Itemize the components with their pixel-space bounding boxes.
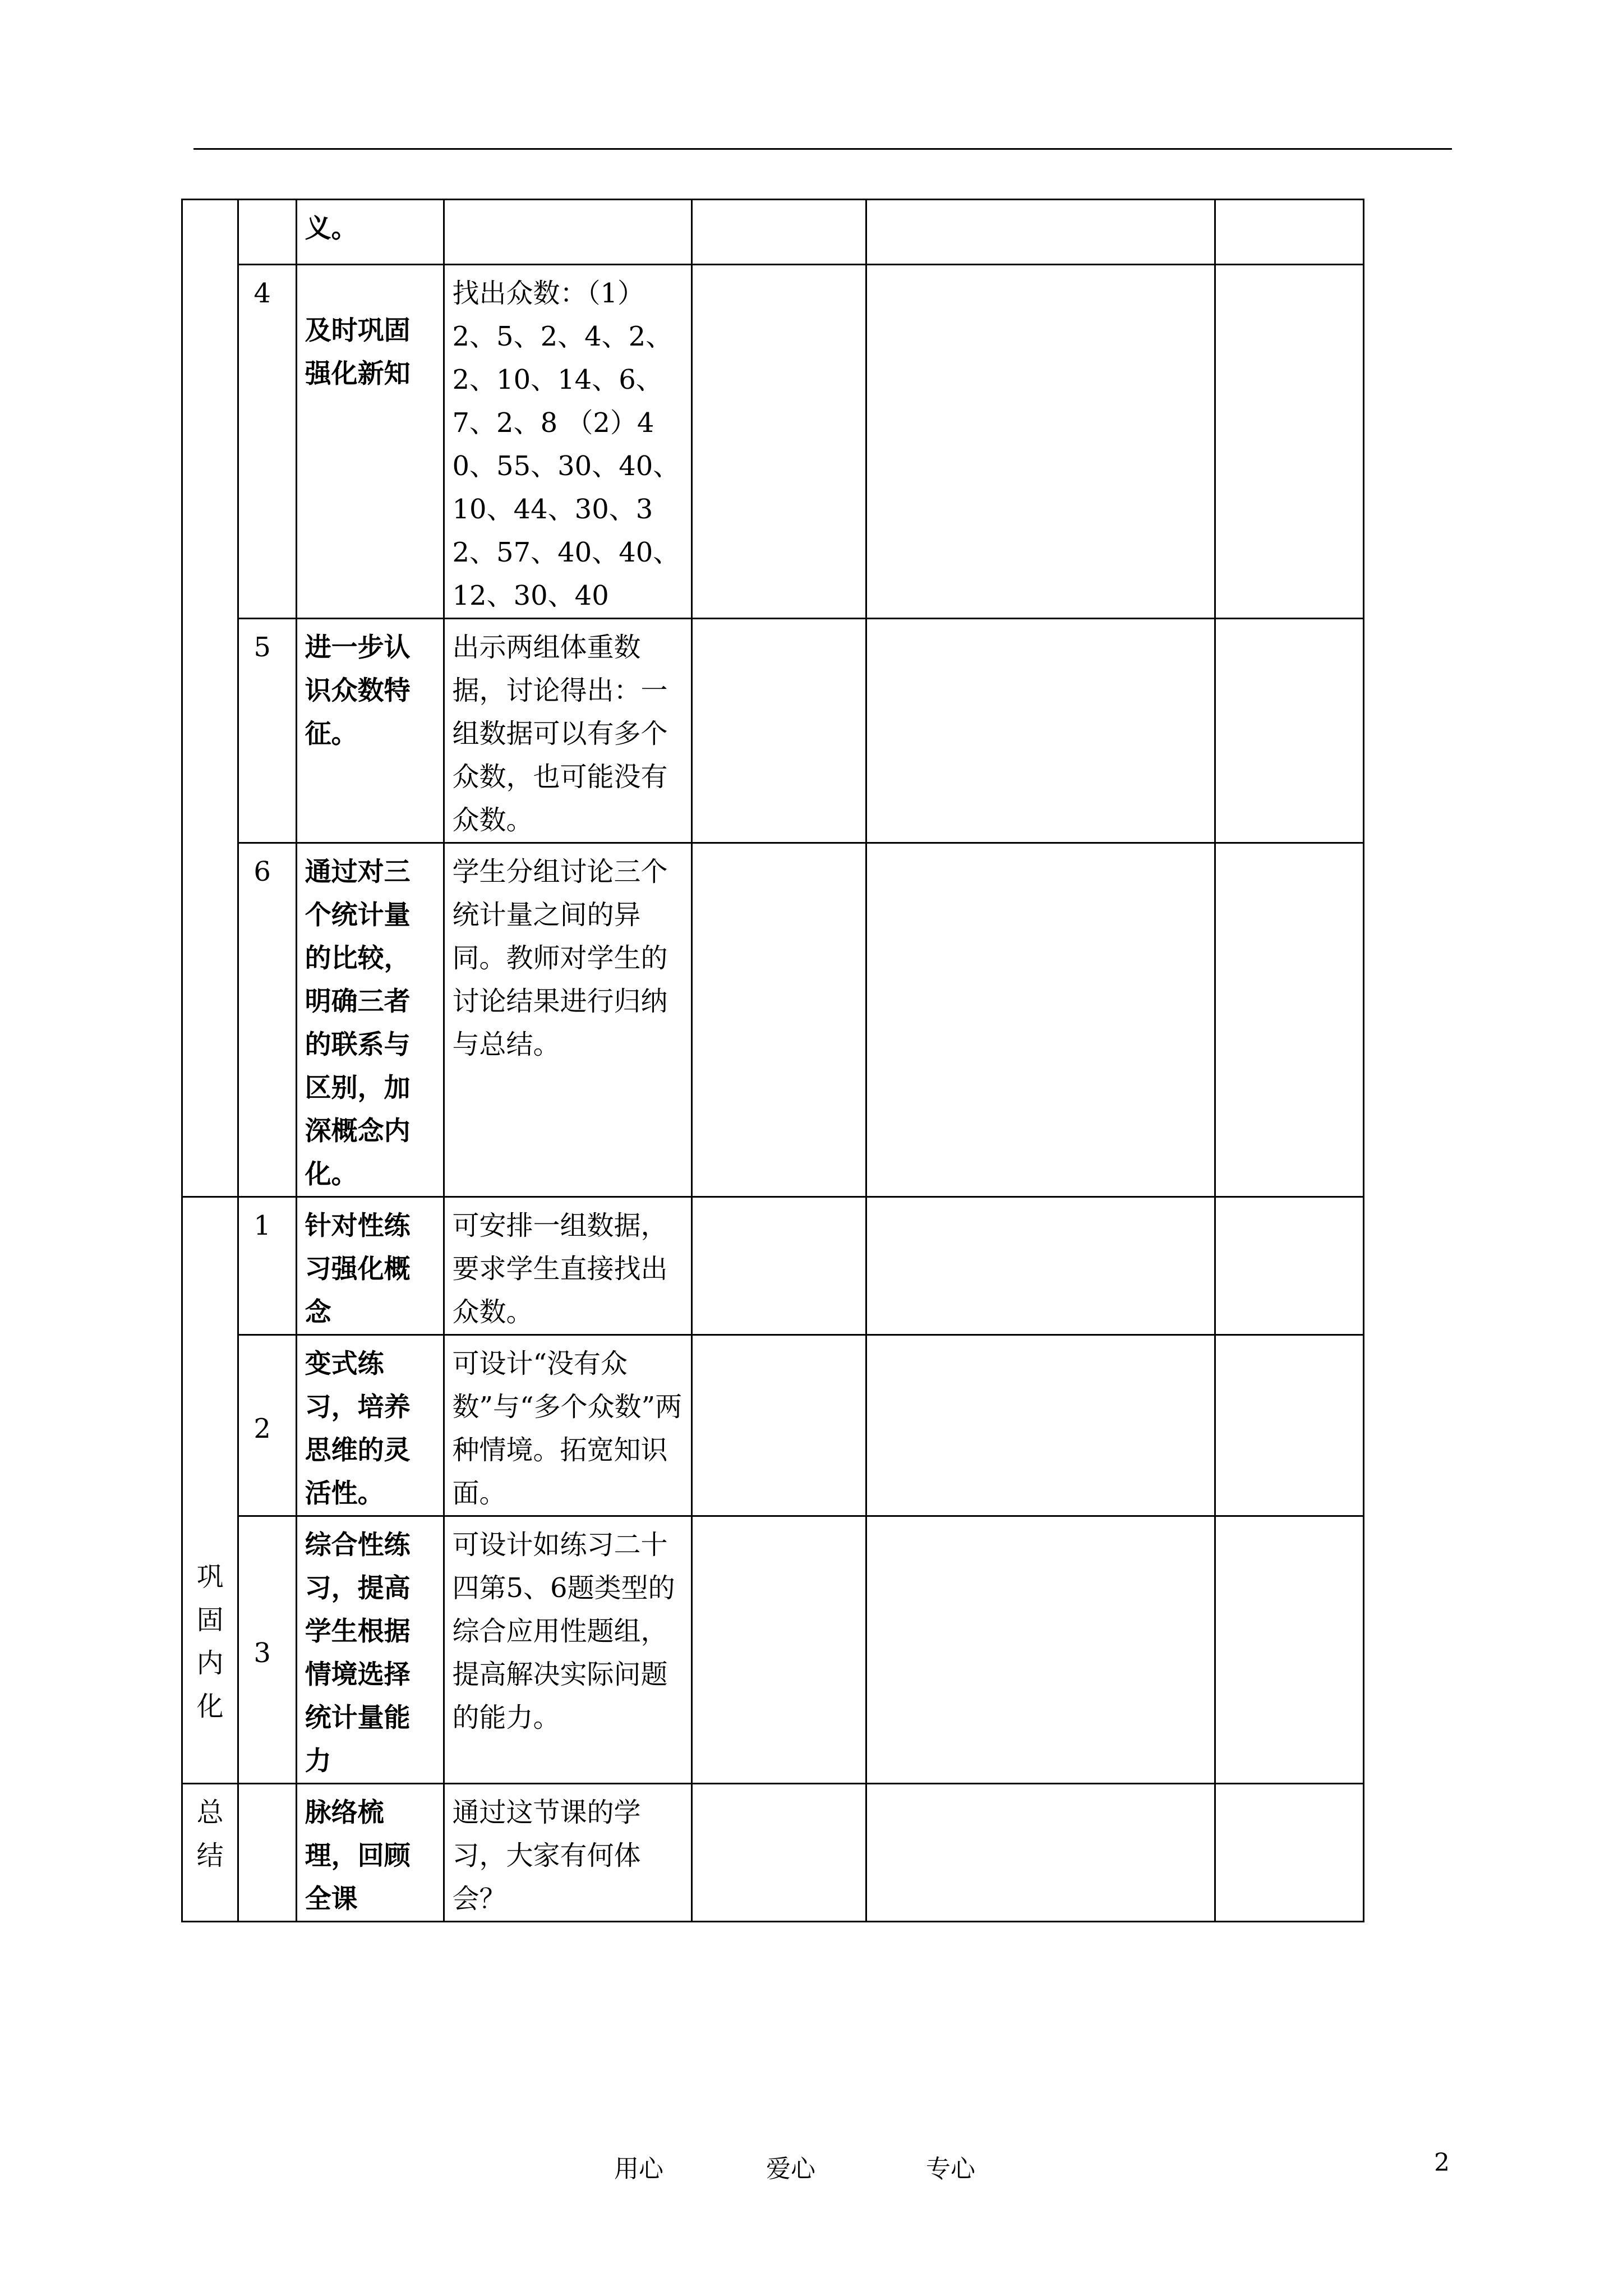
step-number: 3: [238, 1516, 296, 1784]
phase-char: 总: [196, 1797, 224, 1828]
blank-cell: [866, 1197, 1215, 1335]
table-row: [182, 200, 1364, 265]
blank-cell: [866, 1516, 1215, 1784]
step-number: 5: [238, 619, 296, 843]
blank-cell: [866, 843, 1215, 1197]
phase-char: 巩: [196, 1561, 224, 1593]
table-row: [182, 1197, 1364, 1335]
phase-char: 固: [196, 1604, 224, 1636]
phase-cell-continued: [182, 200, 238, 1197]
step-content: 找出众数：（1）2、5、2、4、2、2、10、14、6、7、2、8 （2）40、55、30、40、10、44、30、32、57、40、40、12、30、40: [444, 265, 691, 619]
blank-cell: [691, 265, 866, 619]
blank-cell: [866, 1335, 1215, 1516]
step-content: 通过这节课的学习，大家有何体会？: [444, 1784, 691, 1922]
step-title: 及时巩固强化新知: [296, 265, 444, 619]
step-content: 可安排一组数据，要求学生直接找出众数。: [444, 1197, 691, 1335]
blank-cell: [1215, 843, 1364, 1197]
step-content: 可设计“没有众数”与“多个众数”两种情境。拓宽知识面。: [444, 1335, 691, 1516]
step-number: 1: [238, 1197, 296, 1335]
blank-cell: [866, 265, 1215, 619]
step-title: 义。: [296, 200, 444, 265]
blank-cell: [691, 1516, 866, 1784]
step-content: 学生分组讨论三个统计量之间的异同。教师对学生的讨论结果进行归纳与总结。: [444, 843, 691, 1197]
blank-cell: [866, 619, 1215, 843]
table-row: [182, 1784, 1364, 1922]
blank-cell: [691, 1197, 866, 1335]
phase-cell-consolidate: [182, 1197, 238, 1784]
phase-cell-summary: [182, 1784, 238, 1922]
table-row: [182, 619, 1364, 843]
blank-cell: [691, 200, 866, 265]
phase-char: 化: [196, 1690, 224, 1722]
step-number: [238, 1784, 296, 1922]
footer-motto-3: 专心: [926, 2155, 975, 2183]
page-number: 2: [1434, 2148, 1450, 2177]
blank-cell: [1215, 1784, 1364, 1922]
blank-cell: [1215, 1516, 1364, 1784]
blank-cell: [1215, 1335, 1364, 1516]
blank-cell: [1215, 200, 1364, 265]
step-title: 通过对三个统计量的比较，明确三者的联系与区别，加深概念内化。: [296, 843, 444, 1197]
step-number: 6: [238, 843, 296, 1197]
step-number: 2: [238, 1335, 296, 1516]
step-title: 综合性练习，提高学生根据情境选择统计量能力: [296, 1516, 444, 1784]
page-footer: [0, 2148, 1623, 2182]
table-row: [182, 843, 1364, 1197]
blank-cell: [866, 200, 1215, 265]
step-content: 出示两组体重数据，讨论得出：一组数据可以有多个众数，也可能没有众数。: [444, 619, 691, 843]
step-title: 进一步认识众数特征。: [296, 619, 444, 843]
blank-cell: [691, 619, 866, 843]
table-row: [182, 1335, 1364, 1516]
step-title: 脉络梳理，回顾全课: [296, 1784, 444, 1922]
blank-cell: [691, 843, 866, 1197]
blank-cell: [1215, 1197, 1364, 1335]
blank-cell: [1215, 265, 1364, 619]
step-title: 变式练习，培养思维的灵活性。: [296, 1335, 444, 1516]
footer-motto-2: 爱心: [766, 2155, 815, 2183]
step-number: [238, 200, 296, 265]
step-number: 4: [238, 265, 296, 619]
blank-cell: [866, 1784, 1215, 1922]
blank-cell: [691, 1335, 866, 1516]
step-content: [444, 200, 691, 265]
header-rule: [193, 148, 1452, 150]
footer-motto-1: 用心: [614, 2155, 663, 2183]
step-title: 针对性练习强化概念: [296, 1197, 444, 1335]
phase-char: 结: [196, 1840, 224, 1871]
phase-char: 内: [196, 1647, 224, 1679]
blank-cell: [691, 1784, 866, 1922]
table-row: [182, 1516, 1364, 1784]
table-row: [182, 265, 1364, 619]
lesson-plan-table: [181, 199, 1364, 1922]
blank-cell: [1215, 619, 1364, 843]
step-content: 可设计如练习二十四第5、6题类型的综合应用性题组，提高解决实际问题的能力。: [444, 1516, 691, 1784]
